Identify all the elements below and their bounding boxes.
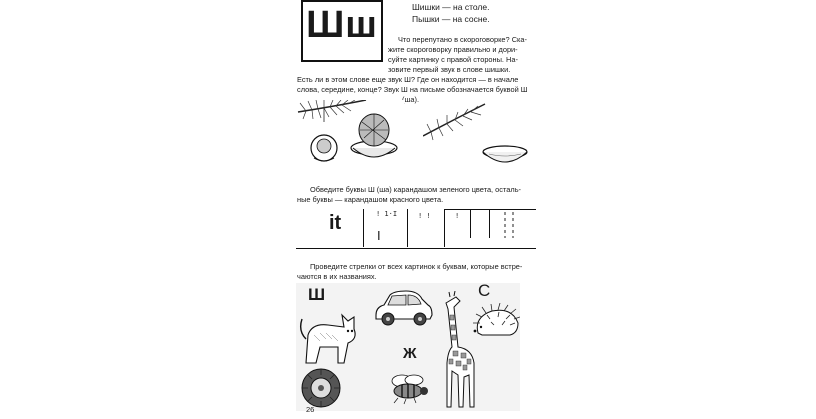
rhyme-line-1: Шишки — на столе. <box>412 2 490 12</box>
page-number: 26 <box>306 405 315 414</box>
illustration-panel <box>296 283 520 411</box>
grid-divider-5 <box>489 210 490 238</box>
grid-divider-1 <box>363 209 364 247</box>
task1-line-7: (ша). <box>402 95 420 104</box>
grid-divider-4 <box>470 210 471 238</box>
task1-line-3: суйте картинку с правой стороны. На- <box>388 55 518 64</box>
grid-marks-c: ! <box>455 212 460 220</box>
grid-small-glyph: I <box>377 228 381 243</box>
task2-line-1: Обведите буквы Ш (ша) карандашом зеленого цвета, осталь- <box>310 185 521 194</box>
grid-topline <box>444 209 536 210</box>
grid-big-glyph: it <box>329 212 342 234</box>
rhyme-line-2: Пышки — на сосне. <box>412 14 490 24</box>
grid-dashed-strokes <box>501 212 517 240</box>
bee-picture <box>386 371 432 405</box>
tire-picture <box>300 367 342 409</box>
grid-divider-2 <box>407 209 408 247</box>
hedgehog-picture <box>472 303 520 339</box>
car-picture <box>372 287 434 329</box>
letter-sh: Ш <box>308 285 326 304</box>
grid-baseline <box>296 248 536 249</box>
task2-line-2: ные буквы — карандашом красного цвета. <box>297 195 444 204</box>
grid-marks-b: ! ! <box>418 212 431 220</box>
task3-line-1: Проведите стрелки от всех картинок к буквам, которые встре- <box>310 262 523 271</box>
letter-s: С <box>478 281 491 300</box>
branch-empty-bowl-picture <box>423 100 535 170</box>
task1-line-5: Есть ли в этом слове еще звук Ш? Где он находится — в начале <box>297 75 519 84</box>
task1-line-2: жите скороговорку правильно и дори- <box>388 45 518 54</box>
task3-line-2: чаются в их названиях. <box>297 272 377 281</box>
big-letters: Шш <box>306 4 378 46</box>
cat-picture <box>298 305 362 367</box>
letter-box <box>301 0 383 62</box>
task1-line-4: зовите первый звук в слове шишки. <box>388 65 511 74</box>
task1-line-6: слова, середине, конце? Звук Ш на письме обозначается буквой Ш <box>297 85 528 94</box>
branch-cone-bowl-picture <box>296 100 404 166</box>
task1-line-1: Что перепутано в скороговорке? Ска- <box>398 35 528 44</box>
letter-zh: Ж <box>403 345 417 362</box>
letter-grid <box>296 206 536 250</box>
grid-marks-a: ! 1·I <box>376 210 398 218</box>
grid-divider-3 <box>444 209 445 247</box>
